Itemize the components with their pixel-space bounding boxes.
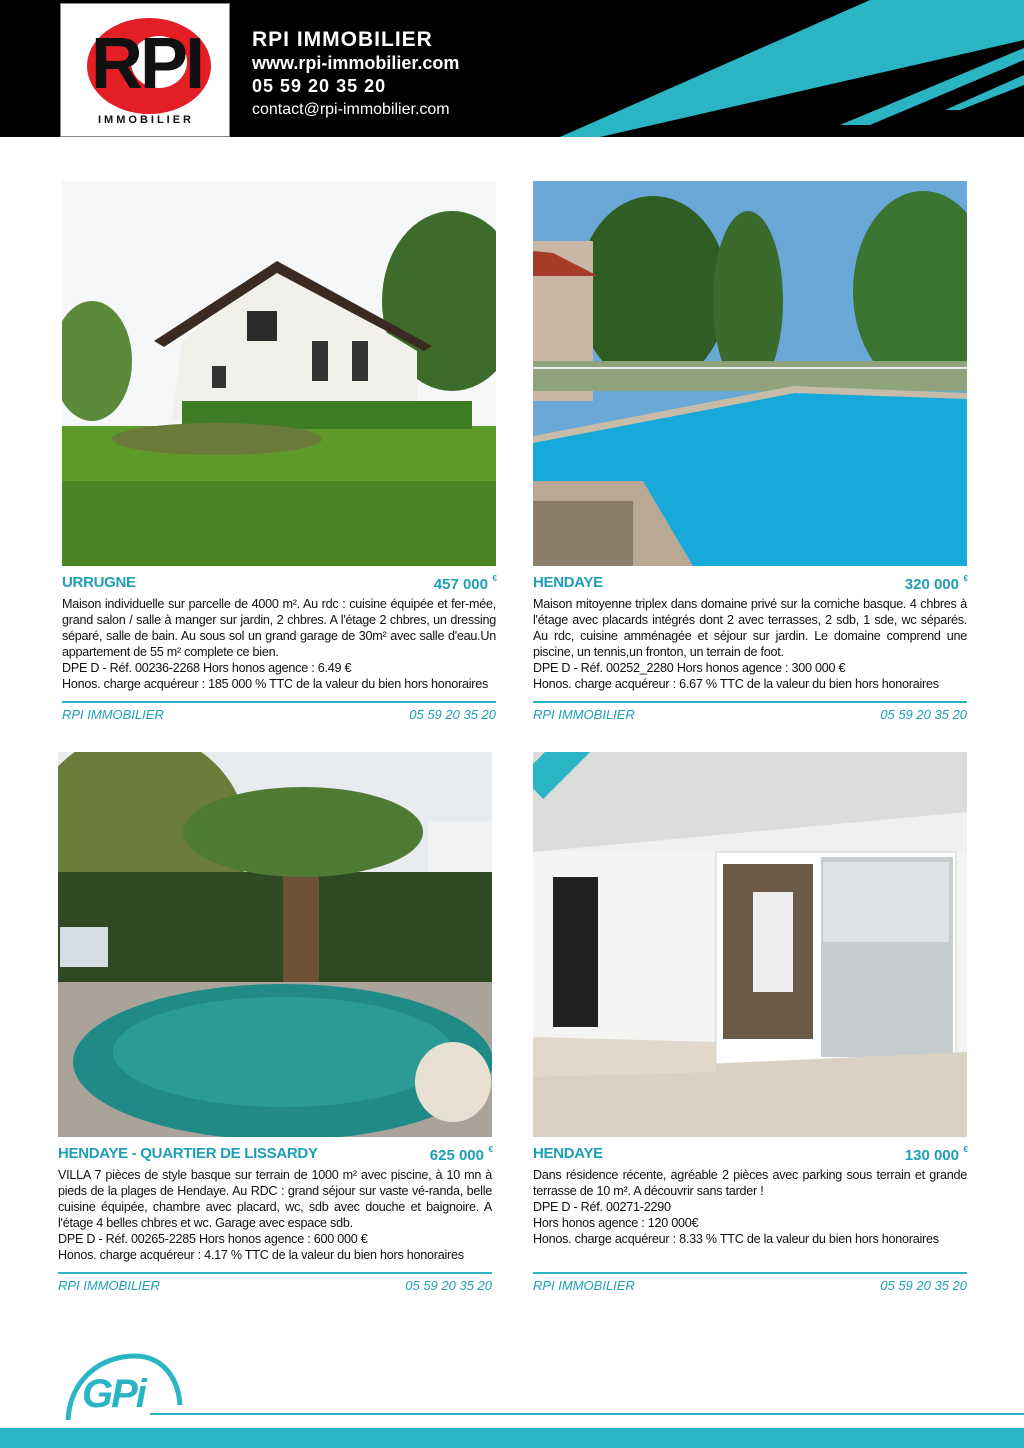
listing-price: 625 000 €	[429, 1145, 493, 1164]
agency-email[interactable]: contact@rpi-immobilier.com	[252, 101, 450, 118]
listing-hendaye-2-pieces	[533, 752, 967, 1296]
agency-phone: 05 59 20 35 20	[252, 76, 387, 96]
logo-subtext: IMMOBILIER	[98, 114, 194, 126]
gpi-logo	[60, 1350, 185, 1422]
listing-description: VILLA 7 pièces de style basque sur terrain de 1000 m² avec piscine, à 10 mn à pieds de la plages de Hendaye. Au RDC : grand séjour sur vaste vé-randa, belle cuisine équipée, chambre avec placard, wc, sdb avec douche et baignoire. A l'étage 4 belles chbres et wc. Garage avec espace sdb. DPE D - Réf. 00265-2285 Hors honos agence : 600 000 € Honos. charge acquéreur : 4.17 % TTC de la valeur du bien hors honoraires	[58, 1168, 492, 1262]
listing-description: Dans résidence récente, agréable 2 pièces avec parking sous terrain et grande terrasse de 10 m². A découvrir sans tarder ! DPE D - Réf. 00271-2290 Hors honos agence : 120 000€ Honos. charge acquéreur : 8.33 % TTC de la valeur du bien hors honoraires	[533, 1168, 967, 1246]
listing-header	[533, 572, 967, 594]
listing-price: 457 000 €	[433, 574, 497, 593]
listing-description: Maison mitoyenne triplex dans domaine privé sur la corniche basque. 4 chbres à l'étage avec placards intégrés dont 2 avec terrasses, 2 sdb, 1 sde, wc séparés. Au rdc, cuisine amménagée et séjour sur jardin. Le domaine comprend une piscine, un tennis,un fronton, un terrain de foot. DPE D - Réf. 00252_2280 Hors honos agence : 300 000 € Honos. charge acquéreur : 6.67 % TTC de la valeur du bien hors honoraires	[533, 597, 967, 691]
listing-footer	[58, 1272, 492, 1296]
bottom-bar	[0, 1428, 1024, 1448]
page-header	[0, 0, 1024, 137]
listing-footer	[533, 701, 967, 725]
gpi-logo-text: GPi	[82, 1372, 145, 1416]
footer-agency: RPI IMMOBILIER	[62, 707, 164, 722]
listing-title: HENDAYE	[533, 1145, 603, 1162]
agency-name: RPI IMMOBILIER	[252, 28, 433, 51]
listing-photo	[58, 752, 492, 1137]
listing-footer	[533, 1272, 967, 1296]
bottom-divider	[150, 1413, 1024, 1415]
listing-hendaye-triplex	[533, 181, 967, 725]
footer-agency: RPI IMMOBILIER	[533, 707, 635, 722]
agency-contact	[252, 28, 459, 122]
listing-footer	[62, 701, 496, 725]
logo-text: RPI	[91, 24, 203, 104]
footer-agency: RPI IMMOBILIER	[533, 1278, 635, 1293]
listing-header	[62, 572, 496, 594]
listing-header	[58, 1143, 492, 1165]
listing-urrugne	[62, 181, 496, 725]
listing-photo	[62, 181, 496, 566]
footer-phone: 05 59 20 35 20	[405, 1278, 492, 1293]
listing-title: URRUGNE	[62, 574, 136, 591]
listing-photo	[533, 752, 967, 1137]
listing-header	[533, 1143, 967, 1165]
listing-title: HENDAYE - QUARTIER DE LISSARDY	[58, 1145, 318, 1162]
footer-phone: 05 59 20 35 20	[880, 707, 967, 722]
footer-phone: 05 59 20 35 20	[880, 1278, 967, 1293]
agency-website[interactable]: www.rpi-immobilier.com	[252, 53, 460, 73]
listing-photo	[533, 181, 967, 566]
listing-description: Maison individuelle sur parcelle de 4000 m². Au rdc : cuisine équipée et fer-mée, grand salon / salle à manger sur jardin, 2 chbres. A l'étage 2 chbres, un dressing séparé, salle de bain. Au sous sol un grand garage de 30m² avec salle d'eau.Un appartement de 55 m² complete ce bien. DPE D - Réf. 00236-2268 Hors honos agence : 6.49 € Honos. charge acquéreur : 185 000 % TTC de la valeur du bien hors honoraires	[62, 597, 496, 691]
rpi-logo	[60, 3, 230, 137]
footer-agency: RPI IMMOBILIER	[58, 1278, 160, 1293]
listing-title: HENDAYE	[533, 574, 603, 591]
listing-price: 130 000 €	[904, 1145, 968, 1164]
listing-hendaye-lissardy	[58, 752, 492, 1296]
footer-phone: 05 59 20 35 20	[409, 707, 496, 722]
listing-price: 320 000 €	[904, 574, 968, 593]
